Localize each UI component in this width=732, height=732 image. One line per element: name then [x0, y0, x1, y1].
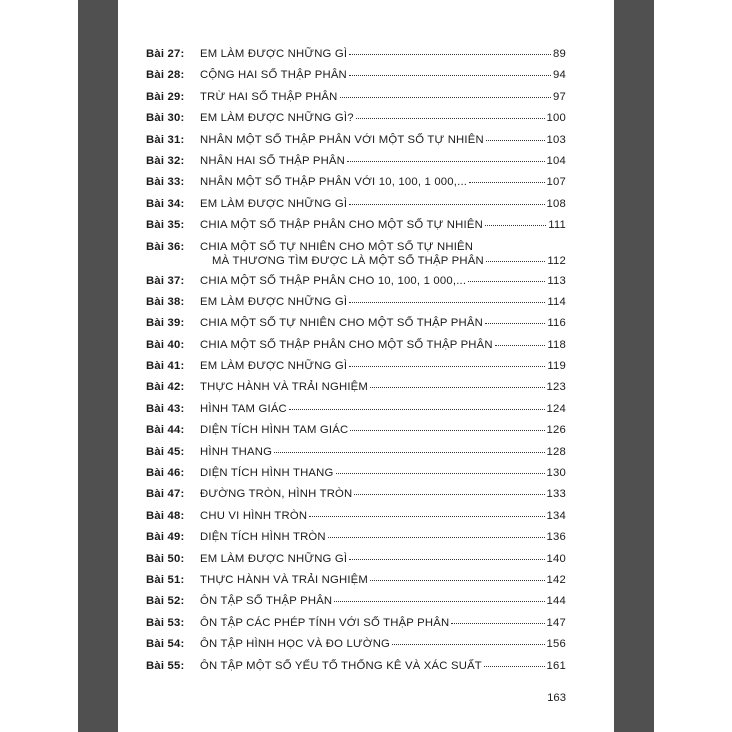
toc-entry [146, 617, 566, 638]
lesson-number: Bài 28: [146, 69, 185, 82]
lesson-number: Bài 29: [146, 90, 185, 103]
page-ref: 147 [546, 616, 566, 629]
lesson-title: ÔN TẬP MỘT SỐ YẾU TỐ THỐNG KÊ VÀ XÁC SUẤT [200, 659, 482, 672]
lesson-title: ĐƯỜNG TRÒN, HÌNH TRÒN [200, 488, 353, 501]
lesson-number: Bài 50: [146, 552, 185, 565]
lesson-number: Bài 37: [146, 274, 185, 287]
dot-leader [328, 537, 545, 538]
page-ref: 136 [546, 531, 566, 544]
toc-entry [146, 553, 566, 574]
toc-entry [146, 296, 566, 317]
left-background-band [78, 0, 118, 732]
page-ref: 104 [546, 154, 566, 167]
lesson-title: CHIA MỘT SỐ THẬP PHÂN CHO MỘT SỐ THẬP PHÂN [200, 338, 493, 351]
dot-leader [309, 516, 544, 517]
toc-entry [146, 595, 566, 616]
right-background-band [614, 0, 654, 732]
dot-leader [334, 601, 544, 602]
lesson-number: Bài 45: [146, 445, 185, 458]
page-ref: 97 [553, 90, 566, 103]
page-number: 163 [547, 692, 566, 704]
lesson-title: NHÂN MỘT SỐ THẬP PHÂN VỚI MỘT SỐ TỰ NHIÊN [200, 133, 484, 146]
page-ref: 94 [553, 69, 566, 82]
toc-entry [146, 381, 566, 402]
lesson-number: Bài 39: [146, 317, 185, 330]
document-page [118, 0, 614, 732]
toc-entry [146, 446, 566, 467]
page-ref: 111 [548, 219, 566, 232]
page-ref: 142 [546, 573, 566, 586]
dot-leader [370, 387, 545, 388]
lesson-number: Bài 53: [146, 616, 185, 629]
lesson-number: Bài 43: [146, 402, 185, 415]
toc-entry [146, 176, 566, 197]
toc-entry [146, 403, 566, 424]
dot-leader [356, 118, 545, 119]
page-ref: 100 [546, 112, 566, 125]
dot-leader [354, 494, 544, 495]
dot-leader [274, 452, 544, 453]
toc-entry [146, 241, 566, 275]
page-ref: 134 [546, 509, 566, 522]
lesson-number: Bài 27: [146, 48, 185, 60]
page-ref: 118 [547, 338, 566, 351]
toc-entry [146, 339, 566, 360]
lesson-number: Bài 55: [146, 659, 185, 672]
dot-leader [484, 666, 545, 667]
toc-entry [146, 574, 566, 595]
lesson-number: Bài 31: [146, 133, 185, 146]
page-ref: 126 [546, 424, 566, 437]
page-ref: 140 [546, 552, 566, 565]
lesson-title: EM LÀM ĐƯỢC NHỮNG GÌ? [200, 112, 354, 125]
page-ref: 133 [546, 488, 566, 501]
lesson-title: EM LÀM ĐƯỢC NHỮNG GÌ [200, 295, 348, 308]
dot-leader [336, 473, 545, 474]
toc-entry [146, 219, 566, 240]
lesson-title: CHIA MỘT SỐ TỰ NHIÊN CHO MỘT SỐ TỰ NHIÊN [200, 240, 474, 253]
dot-leader [349, 54, 551, 55]
dot-leader [349, 302, 545, 303]
lesson-number: Bài 49: [146, 531, 185, 544]
page-ref: 89 [553, 48, 566, 60]
dot-leader [350, 430, 544, 431]
lesson-number: Bài 38: [146, 295, 185, 308]
lesson-number: Bài 52: [146, 595, 185, 608]
page-ref: 116 [547, 317, 566, 330]
page-ref: 161 [546, 659, 566, 672]
lesson-number: Bài 48: [146, 509, 185, 522]
lesson-number: Bài 34: [146, 197, 185, 210]
page-ref: 124 [546, 402, 566, 415]
toc-entry [146, 112, 566, 133]
page-ref: 119 [547, 360, 566, 373]
lesson-number: Bài 33: [146, 176, 185, 189]
lesson-title: THỰC HÀNH VÀ TRẢI NGHIỆM [200, 381, 369, 394]
toc-entry [146, 660, 566, 681]
lesson-title: EM LÀM ĐƯỢC NHỮNG GÌ [200, 48, 348, 60]
lesson-number: Bài 32: [146, 154, 185, 167]
toc-entry [146, 198, 566, 219]
dot-leader [392, 644, 545, 645]
lesson-title: NHÂN MỘT SỐ THẬP PHÂN VỚI 10, 100, 1 000,... [200, 176, 468, 189]
dot-leader [340, 97, 552, 98]
lesson-title: NHÂN HAI SỐ THẬP PHÂN [200, 154, 346, 167]
toc-entry [146, 317, 566, 338]
lesson-number: Bài 44: [146, 424, 185, 437]
page-ref: 112 [547, 254, 566, 267]
dot-leader [469, 182, 544, 183]
lesson-title: EM LÀM ĐƯỢC NHỮNG GÌ [200, 552, 348, 565]
lesson-title: CHIA MỘT SỐ THẬP PHÂN CHO 10, 100, 1 000,... [200, 274, 467, 287]
table-of-contents [146, 48, 566, 681]
page-ref: 108 [546, 197, 566, 210]
page-ref: 103 [546, 133, 566, 146]
lesson-number: Bài 54: [146, 638, 185, 651]
lesson-number: Bài 36: [146, 240, 185, 253]
dot-leader [468, 281, 545, 282]
lesson-title: THỰC HÀNH VÀ TRẢI NGHIỆM [200, 573, 369, 586]
lesson-title: ÔN TẬP HÌNH HỌC VÀ ĐO LƯỜNG [200, 638, 391, 651]
lesson-title: ÔN TẬP CÁC PHÉP TÍNH VỚI SỐ THẬP PHÂN [200, 616, 450, 629]
lesson-number: Bài 35: [146, 219, 185, 232]
toc-entry [146, 91, 566, 112]
dot-leader [486, 140, 545, 141]
toc-entry [146, 48, 566, 69]
lesson-title: HÌNH THANG [200, 445, 273, 458]
dot-leader [347, 161, 545, 162]
dot-leader [349, 204, 544, 205]
lesson-title: CỘNG HAI SỐ THẬP PHÂN [200, 69, 347, 82]
toc-entry [146, 424, 566, 445]
dot-leader [289, 409, 545, 410]
lesson-number: Bài 51: [146, 573, 185, 586]
lesson-title: DIỆN TÍCH HÌNH TAM GIÁC [200, 424, 349, 437]
toc-entry [146, 488, 566, 509]
lesson-number: Bài 42: [146, 381, 185, 394]
dot-leader [485, 225, 546, 226]
dot-leader [451, 623, 544, 624]
page-ref: 114 [547, 295, 566, 308]
page-ref: 107 [546, 176, 566, 189]
page-ref: 130 [546, 467, 566, 480]
lesson-title: HÌNH TAM GIÁC [200, 402, 287, 415]
toc-entry [146, 69, 566, 90]
page-ref: 123 [546, 381, 566, 394]
toc-entry [146, 531, 566, 552]
dot-leader [485, 323, 545, 324]
lesson-title: CHIA MỘT SỐ TỰ NHIÊN CHO MỘT SỐ THẬP PHÂN [200, 317, 483, 330]
lesson-title: TRỪ HAI SỐ THẬP PHÂN [200, 90, 338, 103]
lesson-number: Bài 41: [146, 360, 185, 373]
toc-entry [146, 275, 566, 296]
page-ref: 144 [546, 595, 566, 608]
toc-entry [146, 360, 566, 381]
lesson-number: Bài 46: [146, 467, 185, 480]
lesson-title: DIỆN TÍCH HÌNH TRÒN [200, 531, 326, 544]
dot-leader [495, 345, 546, 346]
lesson-title: DIỆN TÍCH HÌNH THANG [200, 467, 334, 480]
dot-leader [486, 261, 546, 262]
lesson-title: ÔN TẬP SỐ THẬP PHÂN [200, 595, 333, 608]
toc-entry [146, 638, 566, 659]
toc-entry [146, 467, 566, 488]
lesson-title: CHU VI HÌNH TRÒN [200, 509, 308, 522]
lesson-number: Bài 30: [146, 112, 185, 125]
toc-entry [146, 510, 566, 531]
lesson-title-continued: MÀ THƯƠNG TÌM ĐƯỢC LÀ MỘT SỐ THẬP PHÂN [212, 254, 484, 267]
dot-leader [349, 75, 551, 76]
lesson-title: EM LÀM ĐƯỢC NHỮNG GÌ [200, 197, 348, 210]
page-ref: 156 [546, 638, 566, 651]
page-ref: 113 [547, 274, 566, 287]
lesson-title: CHIA MỘT SỐ THẬP PHÂN CHO MỘT SỐ TỰ NHIÊN [200, 219, 483, 232]
lesson-number: Bài 47: [146, 488, 185, 501]
dot-leader [349, 366, 545, 367]
lesson-number: Bài 40: [146, 338, 185, 351]
lesson-title: EM LÀM ĐƯỢC NHỮNG GÌ [200, 360, 348, 373]
page-ref: 128 [546, 445, 566, 458]
dot-leader [370, 580, 545, 581]
dot-leader [349, 559, 544, 560]
toc-entry [146, 155, 566, 176]
toc-entry [146, 134, 566, 155]
